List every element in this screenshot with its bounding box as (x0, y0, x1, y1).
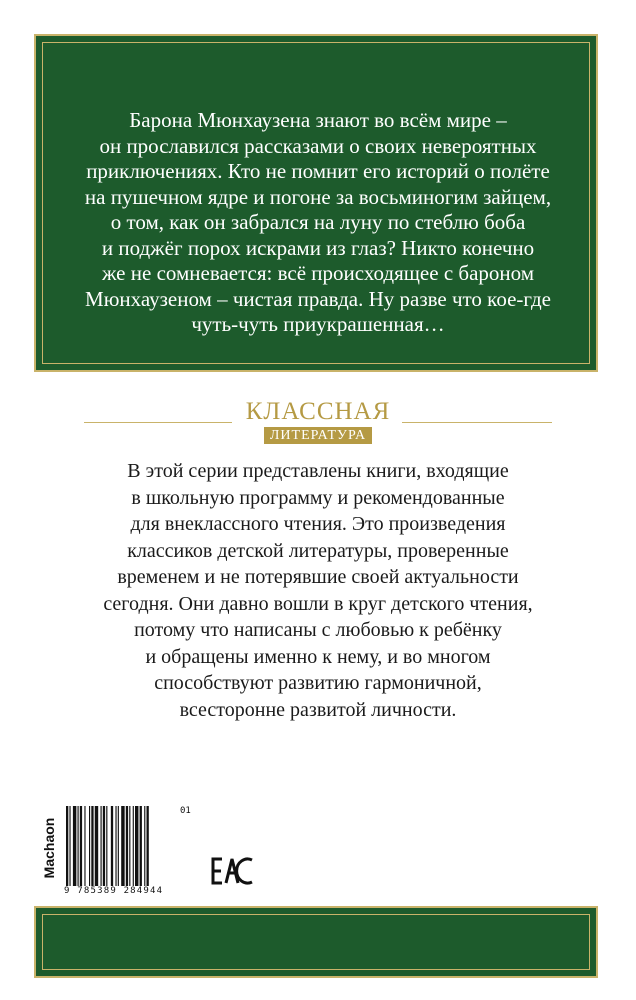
barcode-bar (140, 806, 142, 886)
barcode-bar (144, 806, 145, 886)
barcode-bar (111, 806, 113, 886)
series-title-top: КЛАССНАЯ (245, 398, 391, 425)
annotation-panel (34, 34, 598, 372)
barcode-bar (80, 806, 82, 886)
barcode-bar (73, 806, 76, 886)
barcode-bar (106, 806, 107, 886)
annotation-line: чуть-чуть приукрашенная… (191, 312, 445, 336)
divider-right (402, 422, 552, 423)
series-description (60, 458, 576, 723)
barcode-bar (147, 806, 149, 886)
description-line: потому что написаны с любовью к ребёнку (134, 619, 502, 641)
barcode-bar (101, 806, 102, 886)
eac-mark-icon (210, 856, 254, 886)
barcode-bar (115, 806, 116, 886)
barcode-bar (95, 806, 98, 886)
barcode-bar (133, 806, 134, 886)
description-line: в школьную программу и рекомендованные (131, 486, 505, 509)
description-line: классиков детской литературы, проверенные (127, 539, 509, 562)
description-line: временем и не потерявшие своей актуальности (117, 566, 519, 588)
barcode-bar (66, 806, 68, 886)
description-line: для внеклассного чтения. Это произведения (130, 513, 506, 535)
annotation-line: о том, как он забрался на луну по стеблю боба (110, 210, 526, 234)
annotation-line: Барона Мюнхаузена знают во всём мире – (129, 108, 507, 132)
series-header (84, 398, 552, 448)
barcode-bar (135, 806, 138, 886)
barcode-bar (78, 806, 79, 886)
barcode-bar (118, 806, 119, 886)
description-line: всесторонне развитой личности. (179, 698, 457, 721)
publisher-name: Machaon (41, 817, 57, 879)
barcode-bars (64, 806, 176, 886)
description-line: сегодня. Они давно вошли в круг детского чтения, (103, 592, 533, 615)
annotation-line: на пушечном ядре и погоне за восьминогим зайцем, (84, 184, 552, 209)
barcode-bar (126, 806, 128, 886)
description-line: В этой серии представлены книги, входящие (127, 460, 509, 482)
annotation-line: же не сомневается: всё происходящее с бароном (101, 261, 535, 285)
publisher-logo (40, 804, 58, 900)
series-title-bottom: ЛИТЕРАТУРА (264, 427, 372, 444)
barcode-bar (103, 806, 105, 886)
barcode-addon: 01 (180, 806, 191, 816)
annotation-line: и поджёг порох искрами из глаз? Никто конечно (101, 235, 535, 260)
barcode-number: 9 785389 284944 (64, 886, 164, 896)
bottom-panel-frame (42, 914, 590, 970)
divider-left (84, 422, 232, 423)
annotation-line: Мюнхаузеном – чистая правда. Ну разве что кое-где (85, 286, 551, 311)
annotation-line: он прославился рассказами о своих невероятных (99, 133, 537, 158)
barcode-bar (84, 806, 85, 886)
barcode-bar (91, 806, 93, 886)
description-line: способствуют развитию гармоничной, (154, 672, 482, 694)
barcode-bar (121, 806, 124, 886)
series-logo (244, 398, 392, 444)
bottom-panel (34, 906, 598, 978)
description-line: и обращены именно к нему, и во многом (145, 645, 491, 668)
annotation-text (76, 108, 560, 338)
barcode-bar (69, 806, 70, 886)
isbn-barcode (64, 806, 191, 896)
annotation-line: приключениях. Кто не помнит его историй о полёте (86, 159, 550, 183)
barcode-bar (129, 806, 130, 886)
barcode-bar (89, 806, 90, 886)
